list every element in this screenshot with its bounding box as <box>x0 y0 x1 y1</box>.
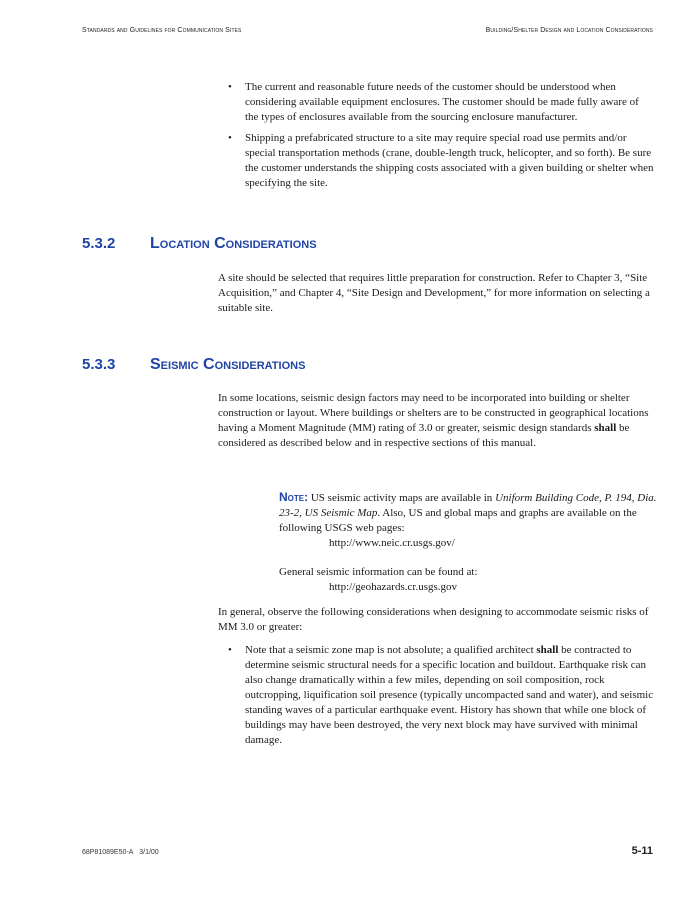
general-info-text: General seismic information can be found at: <box>279 566 478 578</box>
usgs-url-neic[interactable]: http://www.neic.cr.usgs.gov/ <box>329 537 455 549</box>
section-number: 5.3.3 <box>82 356 116 373</box>
section-heading-5-3-2 <box>82 235 317 253</box>
section-number: 5.3.2 <box>82 235 116 252</box>
footer-doc-info <box>82 849 159 856</box>
section-title: Location Considerations <box>150 235 317 252</box>
general-paragraph: In general, observe the following considerations when designing to accommodate seismic risks of MM 3.0 or greater: <box>218 606 649 633</box>
seismic-bullet-list <box>218 643 654 754</box>
usgs-url-geohazards[interactable]: http://geohazards.cr.usgs.gov <box>329 581 458 593</box>
note-label: Note: <box>279 490 309 504</box>
running-header-left: Standards and Guidelines for Communication Sites <box>82 27 242 34</box>
note-block <box>279 490 659 595</box>
shall-emphasis: shall <box>536 644 559 656</box>
bullet-seismic-zone-map: • Note that a seismic zone map is not absolute; a qualified architect shall be contracted to determine seismic structural needs for a specific location and buildout. Earthquake risk can also change dramatically within a few miles, depending on soil composition, rock outcropping, liquification soil presence (typically uncompacted sand and water), and seismic standing waves of a particular earthquake event. History has shown that while one block of buildings may have been destroyed, the very next block may have survived with minimal damage. <box>218 643 654 748</box>
doc-id: 68P81089E50-A <box>82 849 134 856</box>
shall-emphasis: shall <box>594 422 617 434</box>
ubc-reference: Uniform Building Code, P. 194, Dia. 23-2, US Seismic Map <box>279 492 657 519</box>
section-heading-5-3-3 <box>82 356 305 374</box>
doc-date: 3/1/00 <box>139 849 159 856</box>
top-bullet-list <box>218 80 654 197</box>
section-title: Seismic Considerations <box>150 356 306 373</box>
location-paragraph: A site should be selected that requires little preparation for construction. Refer to Chapter 3, “Site Acquisition,” and Chapter 4, “Site Design and Development,” for more information on selecting a suitable site. <box>218 272 650 314</box>
seismic-paragraph: In some locations, seismic design factors may need to be incorporated into building or shelter construction or layout. Where buildings or shelters are to be constructed in geographical locations having a Moment Magnitude (MM) rating of 3.0 or greater, seismic design standards shall be considered as described below and in respective sections of this manual. <box>218 392 649 449</box>
page-number: 5-11 <box>631 845 653 857</box>
bullet-shipping: • Shipping a prefabricated structure to a site may require special road use permits and/or special transportation methods (crane, double-length truck, helicopter, and so forth). Be sure the customer understands the shipping costs associated with a given building or shelter when specifying the site. <box>218 131 654 191</box>
running-header-right: Building/Shelter Design and Location Considerations <box>485 27 653 34</box>
bullet-customer-needs: • The current and reasonable future needs of the customer should be understood when considering available equipment enclosures. The customer should be made fully aware of the types of enclosures available from the sourcing enclosure manufacturer. <box>218 80 654 125</box>
note-text: Note: US seismic activity maps are available in Uniform Building Code, P. 194, Dia. 23-2, US Seismic Map. Also, US and global maps and graphs are available on the following USGS web pages: <box>279 490 657 534</box>
